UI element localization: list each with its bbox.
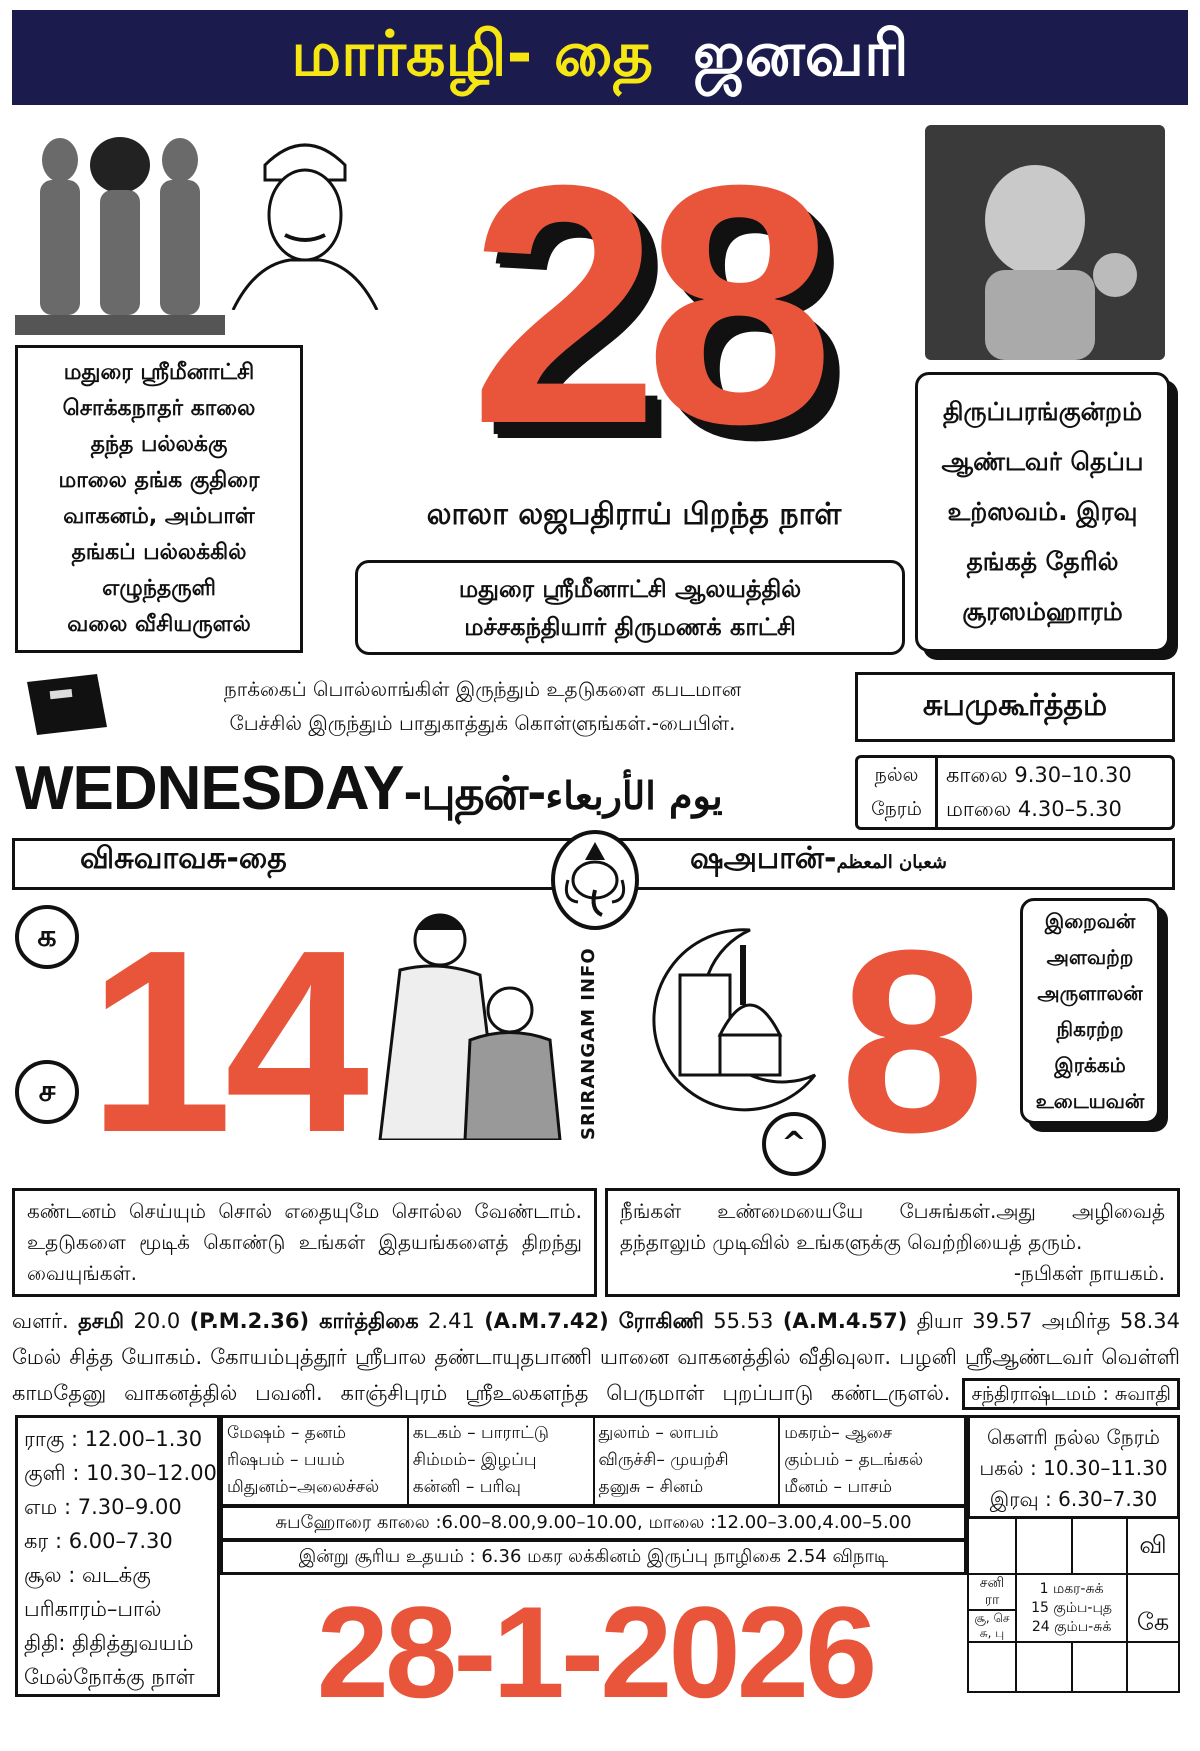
tamil-day-number: 14 — [88, 897, 362, 1187]
time-item: சூல : வடக்கு — [24, 1563, 151, 1587]
rasi-col — [409, 1418, 595, 1504]
quote-left: கண்டனம் செய்யும் சொல் எதையுமே சொல்ல வேண்டாம். உதடுகளை மூடிக் கொண்டு உங்கள் இதயங்களைத் திறந்து வையுங்கள். — [12, 1188, 597, 1297]
panchang-part: தியா 39.57 அமிர்த 58.34 மேல் சித்த யோகம். கோயம்புத்தூர் ஸ்ரீபால தண்டாயுதபாணி யானை வாகனத்தில் வீதிவுலா. பழனி ஸ்ரீஆண்டவர் வெள்ளி காமதேனு வாகனத்தில் பவனி. காஞ்சிபுரம் ஸ்ரீஉலகளந்த பெருமாள் புறப்பாடு கண்டருளல். — [12, 1309, 1180, 1405]
islamic-month-arabic: شعبان المعظم — [836, 852, 947, 873]
time-item: ராகு : 12.00–1.30 — [24, 1427, 203, 1451]
weekday-arabic: يوم الأربعاء — [545, 773, 723, 818]
right-festival-line: தங்கத் தேரில் — [966, 547, 1119, 576]
right-festival-line: ஆண்டவர் தெப்ப — [941, 447, 1144, 476]
lala-lajpat-rai-portrait — [230, 125, 380, 310]
chart-planets: சூ, செ சு, பு — [969, 1609, 1015, 1641]
islamic-day-number: 8 — [840, 897, 985, 1187]
chart-center-line: 24 கும்ப-சுக் — [1031, 1618, 1112, 1635]
chart-vi: வி — [1127, 1518, 1179, 1574]
times-list — [15, 1415, 220, 1697]
left-festival-line: சொக்கநாதர் காலை — [62, 396, 256, 421]
tamil-year-month: விசுவாவசு-தை — [80, 841, 287, 876]
nalla-neram-morning: காலை 9.30–10.30 — [946, 763, 1132, 787]
rasi-item: கும்பம் – தடங்கல் — [784, 1450, 924, 1470]
temple-event-line: மதுரை ஸ்ரீமீனாட்சி ஆலயத்தில் — [458, 574, 802, 603]
weekday-tamil: -புதன்- — [403, 766, 546, 820]
temple-event-box — [355, 560, 905, 655]
right-festival-line: திருப்பரங்குன்றம் — [942, 397, 1143, 426]
weekday-english: WEDNESDAY — [15, 754, 404, 823]
month-header — [12, 10, 1188, 105]
bottom-grid — [12, 1415, 1180, 1725]
gowri-title: கௌரி நல்ல நேரம் — [986, 1425, 1160, 1449]
panchang-paragraph — [12, 1303, 1180, 1411]
nalla-neram-label: நல்ல — [874, 764, 919, 786]
rasi-item: தனுசு – சினம் — [598, 1477, 704, 1497]
chart-ke: கே — [1127, 1574, 1179, 1642]
rasi-item: மிதுனம்–அலைச்சல் — [227, 1477, 380, 1497]
rasi-item: கன்னி – பரிவு — [412, 1477, 521, 1497]
crescent-mosque-image — [640, 925, 820, 1115]
islam-quote-line: நிகரற்ற — [1056, 1017, 1124, 1041]
time-item: கர : 6.00–7.30 — [24, 1529, 173, 1553]
quote-right-text: நீங்கள் உண்மையையே பேசுங்கள்.அது அழிவைத் தந்தாலும் முடிவில் உங்களுக்கு வெற்றியைத் தரும். — [620, 1199, 1165, 1254]
rasi-col — [223, 1418, 409, 1504]
rasi-item: சிம்மம்– இழப்பு — [412, 1450, 537, 1470]
murugan-photo — [925, 125, 1165, 360]
rasi-col — [780, 1418, 964, 1504]
islam-quote-line: உடையவன் — [1035, 1089, 1145, 1113]
left-festival-line: மதுரை ஸ்ரீமீனாட்சி — [63, 360, 255, 385]
tamil-mark-left: க — [15, 905, 79, 969]
left-festival-line: தங்கப் பல்லக்கில் — [71, 540, 247, 565]
panchang-part: 2.41 — [418, 1309, 485, 1333]
rasi-item: துலாம் – லாபம் — [598, 1423, 719, 1443]
bible-quote — [125, 672, 840, 740]
rasi-item: மேஷம் – தனம் — [227, 1423, 346, 1443]
time-item: எம : 7.30–9.00 — [24, 1495, 182, 1519]
time-item: குளி : 10.30–12.00 — [24, 1461, 217, 1485]
quotes-row — [12, 1188, 1180, 1297]
right-festival-box — [915, 372, 1170, 652]
right-festival-line: சூரஸம்ஹாரம் — [962, 597, 1123, 626]
bible-quote-line: நாக்கைப் பொல்லாங்கிள் இருந்தும் உதடுகளை கபடமான — [223, 677, 742, 701]
deities-image — [15, 120, 225, 335]
islam-quote-line: இறைவன் — [1044, 909, 1136, 933]
occasion-text: லாலா லஜபதிராய் பிறந்த நாள் — [426, 497, 842, 532]
quote-right-source: -நபிகள் நாயகம். — [1013, 1261, 1165, 1285]
subha-muhurtham-label: சுபமுகூர்த்தம் — [855, 672, 1175, 742]
panchang-part: வளர். — [12, 1309, 69, 1333]
rasi-item: கடகம் – பாராட்டு — [412, 1423, 549, 1443]
islamic-month — [690, 841, 947, 880]
time-item: திதி: திதித்துவயம் — [24, 1631, 194, 1655]
islamic-mark: ^ — [762, 1112, 826, 1176]
sunrise-info: இன்று சூரிய உதயம் : 6.36 மகர லக்கினம் இருப்பு நாழிகை 2.54 விநாடி — [220, 1539, 967, 1575]
panchang-part: (A.M.4.57) — [782, 1309, 908, 1333]
rasi-item: ரிஷபம் – பயம் — [227, 1450, 345, 1470]
left-festival-line: வலை வீசியருளல் — [67, 612, 251, 637]
subha-horai: சுபஹோரை காலை :6.00–8.00,9.00–10.00, மாலை :12.00–3.00,4.00–5.00 — [220, 1505, 967, 1541]
left-festival-line: தந்த பல்லக்கு — [90, 432, 228, 457]
islam-quote-line: அருளாலன் — [1037, 981, 1143, 1005]
rasi-item: மகரம்– ஆசை — [784, 1423, 893, 1443]
nalla-neram-evening: மாலை 4.30–5.30 — [946, 797, 1122, 821]
watermark-text: SRIRANGAM INFO — [578, 947, 599, 1140]
rasi-grid — [220, 1415, 967, 1507]
panchang-thithi: தசமி — [78, 1309, 125, 1333]
big-day-number: 28 — [469, 115, 821, 495]
panchang-star: கார்த்திகை — [309, 1309, 419, 1333]
chart-center-line: 1 மகர-சுக் — [1039, 1580, 1104, 1597]
chart-raa: ரா — [984, 1592, 1000, 1608]
islam-quote-box — [1020, 898, 1160, 1124]
weekday — [15, 750, 845, 835]
islam-quote-line: இரக்கம் — [1054, 1053, 1126, 1077]
gowri-day: பகல் : 10.30–11.30 — [979, 1456, 1168, 1480]
left-festival-box — [15, 345, 303, 653]
panchang-part: (P.M.2.36) — [189, 1309, 310, 1333]
islam-quote-line: அளவற்ற — [1046, 945, 1134, 969]
panchang-part: 20.0 — [124, 1309, 190, 1333]
left-festival-line: மாலை தங்க குதிரை — [58, 468, 260, 493]
time-item: பரிகாரம்–பால் — [24, 1597, 162, 1621]
left-festival-line: எழுந்தருளி — [102, 576, 216, 601]
nalla-neram-box — [855, 755, 1175, 830]
right-festival-line: உற்ஸவம். இரவு — [947, 497, 1138, 526]
tamil-mark-right: ச — [15, 1060, 79, 1124]
nalla-neram-label: நேரம் — [871, 798, 922, 820]
bible-icon — [22, 672, 112, 737]
chandrashtamam: சந்திராஷ்டமம் : சுவாதி — [962, 1378, 1180, 1410]
gowri-night: இரவு : 6.30–7.30 — [989, 1487, 1158, 1511]
quote-right — [605, 1188, 1180, 1297]
english-month: ஜனவரி — [692, 16, 909, 90]
islamic-month-tamil: ஷஅபான்- — [690, 841, 837, 876]
panchang-star: ரோகிணி — [608, 1309, 704, 1333]
left-festival-text — [59, 355, 260, 643]
chart-sani: சனி — [979, 1575, 1005, 1591]
panchang-part: 55.53 — [703, 1309, 783, 1333]
gowri-box — [967, 1415, 1180, 1519]
couple-illustration — [370, 900, 570, 1140]
rasi-item: மீனம் – பாசம் — [784, 1477, 893, 1497]
left-festival-line: வாகனம், அம்பாள் — [63, 504, 255, 529]
planet-chart — [967, 1517, 1180, 1693]
rasi-col — [595, 1418, 781, 1504]
temple-event-line: மச்சகந்தியார் திருமணக் காட்சி — [464, 612, 796, 641]
full-date: 28-1-2026 — [316, 1579, 874, 1725]
chart-center-line: 15 கும்ப-புத — [1031, 1599, 1113, 1616]
tamil-months: மார்கழி- தை — [291, 16, 653, 90]
time-item: மேல்நோக்கு நாள் — [24, 1665, 195, 1689]
panchang-part: (A.M.7.42) — [484, 1309, 609, 1333]
lower-section — [12, 1188, 1180, 1725]
rasi-item: விருச்சி– முயற்சி — [598, 1450, 729, 1470]
bible-quote-line: பேச்சில் இருந்தும் பாதுகாத்துக் கொள்ளுங்கள்.-பைபிள். — [229, 711, 736, 735]
